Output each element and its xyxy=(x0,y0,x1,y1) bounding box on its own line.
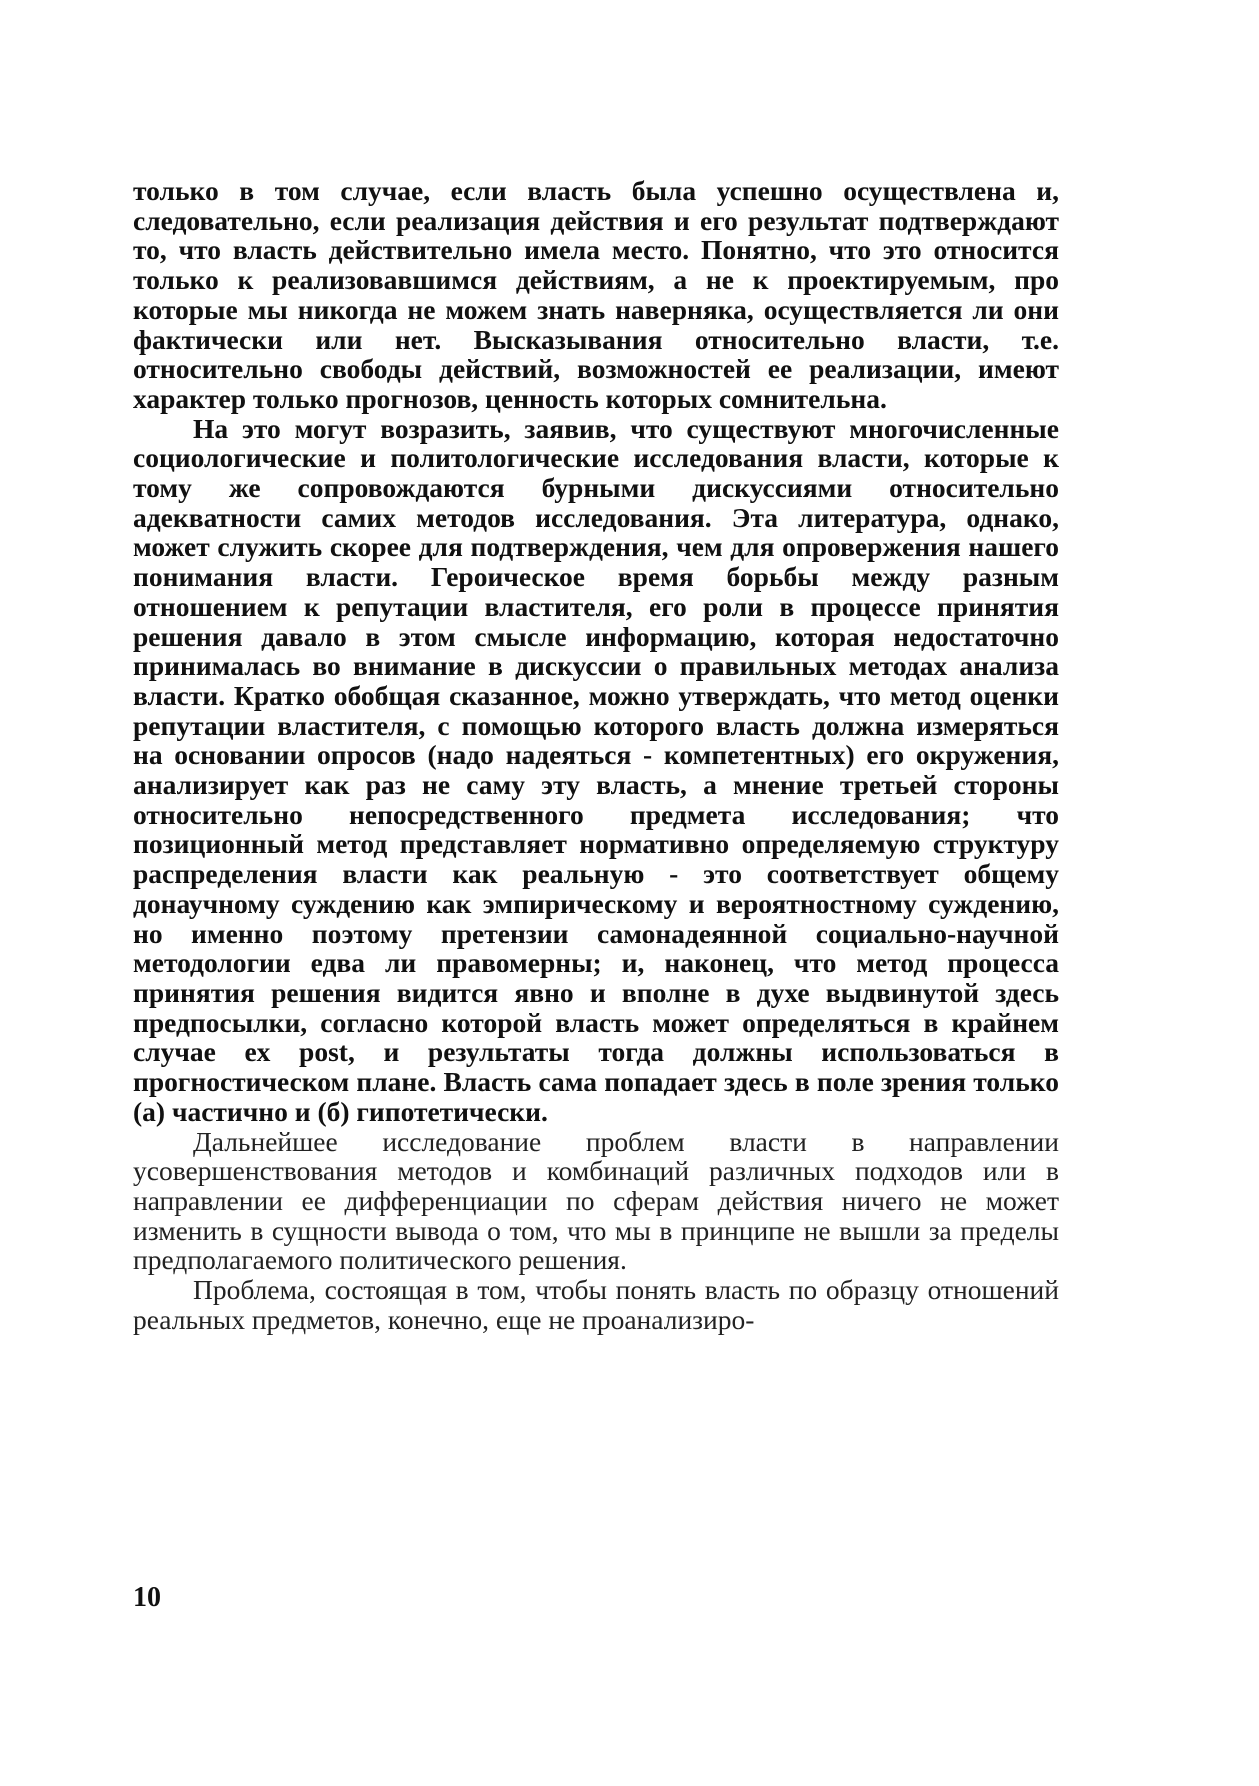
paragraph-1: только в том случае, если власть была успешно осуществлена и, следовательно, если реализация действия и его результат подтверждают то, что власть действительно имела место. Понятно, что это относится только к реализовавшимся действиям, а не к проектируемым, про которые мы никогда не можем знать наверняка, осуществляется ли они фактически или нет. Высказывания относительно власти, т.е. относительно свободы действий, возможностей ее реализации, имеют характер только прогнозов, ценность которых сомнительна. xyxy=(133,175,1059,414)
page-body-text xyxy=(133,176,1059,1334)
page-number: 10 xyxy=(133,1582,161,1613)
paragraph-2: На это могут возразить, заявив, что существуют многочисленные социологические и политологические исследования власти, которые к тому же сопровождаются бурными дискуссиями относительно адекватности самих методов исследования. Эта литература, однако, может служить скорее для подтверждения, чем для опровержения нашего понимания власти. Героическое время борьбы между разным отношением к репутации властителя, его роли в процессе принятия решения давало в этом смысле информацию, которая недостаточно принималась во внимание в дискуссии о правильных методах анализа власти. Кратко обобщая сказанное, можно утверждать, что метод оценки репутации властителя, с помощью которого власть должна измеряться на основании опросов (надо надеяться - компетентных) его окружения, анализирует как раз не саму эту власть, а мнение третьей стороны относительно непосредственного предмета исследования; что позиционный метод представляет нормативно определяемую структуру распределения власти как реальную - это соответствует общему донаучному суждению как эмпирическому и вероятностному суждению, но именно поэтому претензии самонадеянной социально-научной методологии едва ли правомерны; и, наконец, что метод процесса принятия решения видится явно и вполне в духе выдвинутой здесь предпосылки, согласно которой власть может определяться в крайнем случае ex post, и результаты тогда должны использоваться в прогностическом плане. Власть сама попадает здесь в поле зрения только (а) частично и (б) гипотетически. xyxy=(133,412,1059,1127)
paragraph-3: Дальнейшее исследование проблем власти в направлении усовершенствования методов и комбинаций различных подходов или в направлении ее дифференциации по сферам действия ничего не может изменить в сущности вывода о том, что мы в принципе не вышли за пределы предполагаемого политического решения. xyxy=(133,1125,1059,1276)
paragraph-4: Проблема, состоящая в том, чтобы понять власть по образцу отношений реальных предметов, конечно, еще не проанализиро- xyxy=(133,1274,1059,1335)
